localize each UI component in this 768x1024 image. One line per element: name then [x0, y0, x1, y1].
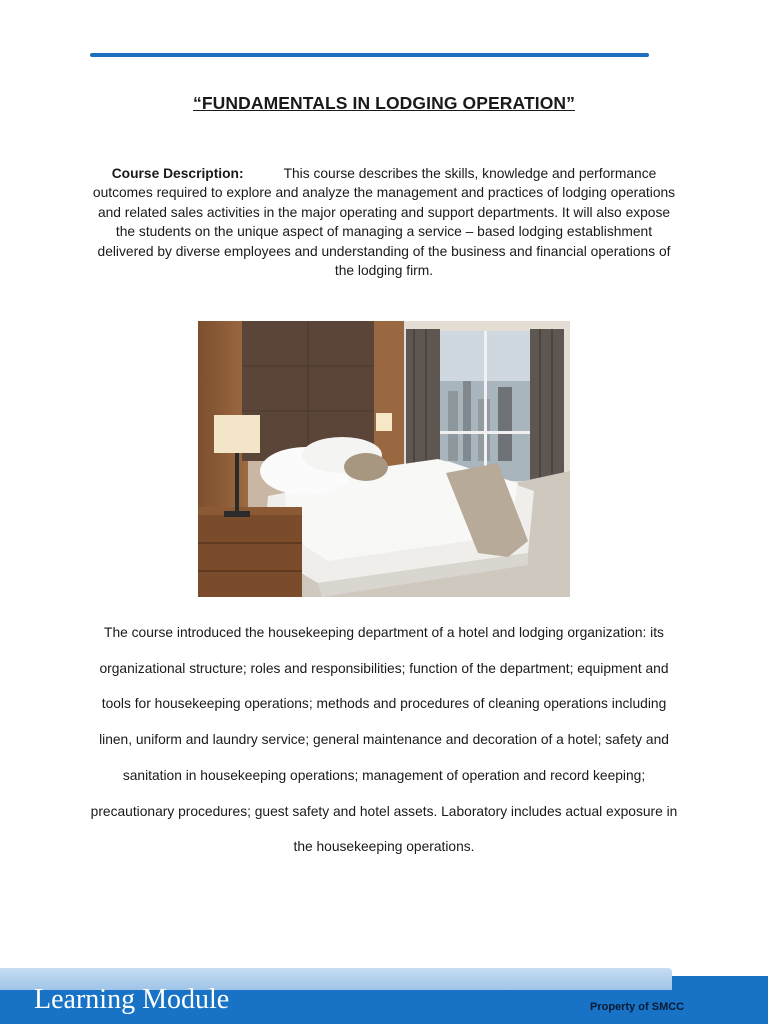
- course-description: [90, 164, 678, 280]
- page-title: “FUNDAMENTALS IN LODGING OPERATION”: [192, 93, 575, 113]
- description-label: Course Description:: [111, 166, 244, 181]
- course-overview-text: The course introduced the housekeeping department of a hotel and lodging organization: its organizational structure; roles and responsibilities; function of the department; equipment and tools for housekeeping operations; methods and procedures of cleaning operations including linen, uniform and laundry service; general maintenance and decoration of a hotel; safety and sanitation in housekeeping operations; management of operation and record keeping; precautionary procedures; guest safety and hotel assets. Laboratory includes actual exposure in the housekeeping operations.: [90, 625, 678, 855]
- hotel-room-photo: [198, 321, 570, 597]
- top-rule: [90, 53, 649, 57]
- description-text: This course describes the skills, knowledge and performance outcomes required to explore and analyze the management and practices of lodging operations and related sales activities in the major operating and support departments. It will also expose the students on the unique aspect of managing a service – based lodging establishment delivered by diverse employees and understanding of the business and financial operations of the lodging firm.: [92, 166, 676, 279]
- footer-title: Learning Module: [34, 984, 230, 1015]
- footer-owner: Property of SMCC: [590, 1001, 685, 1013]
